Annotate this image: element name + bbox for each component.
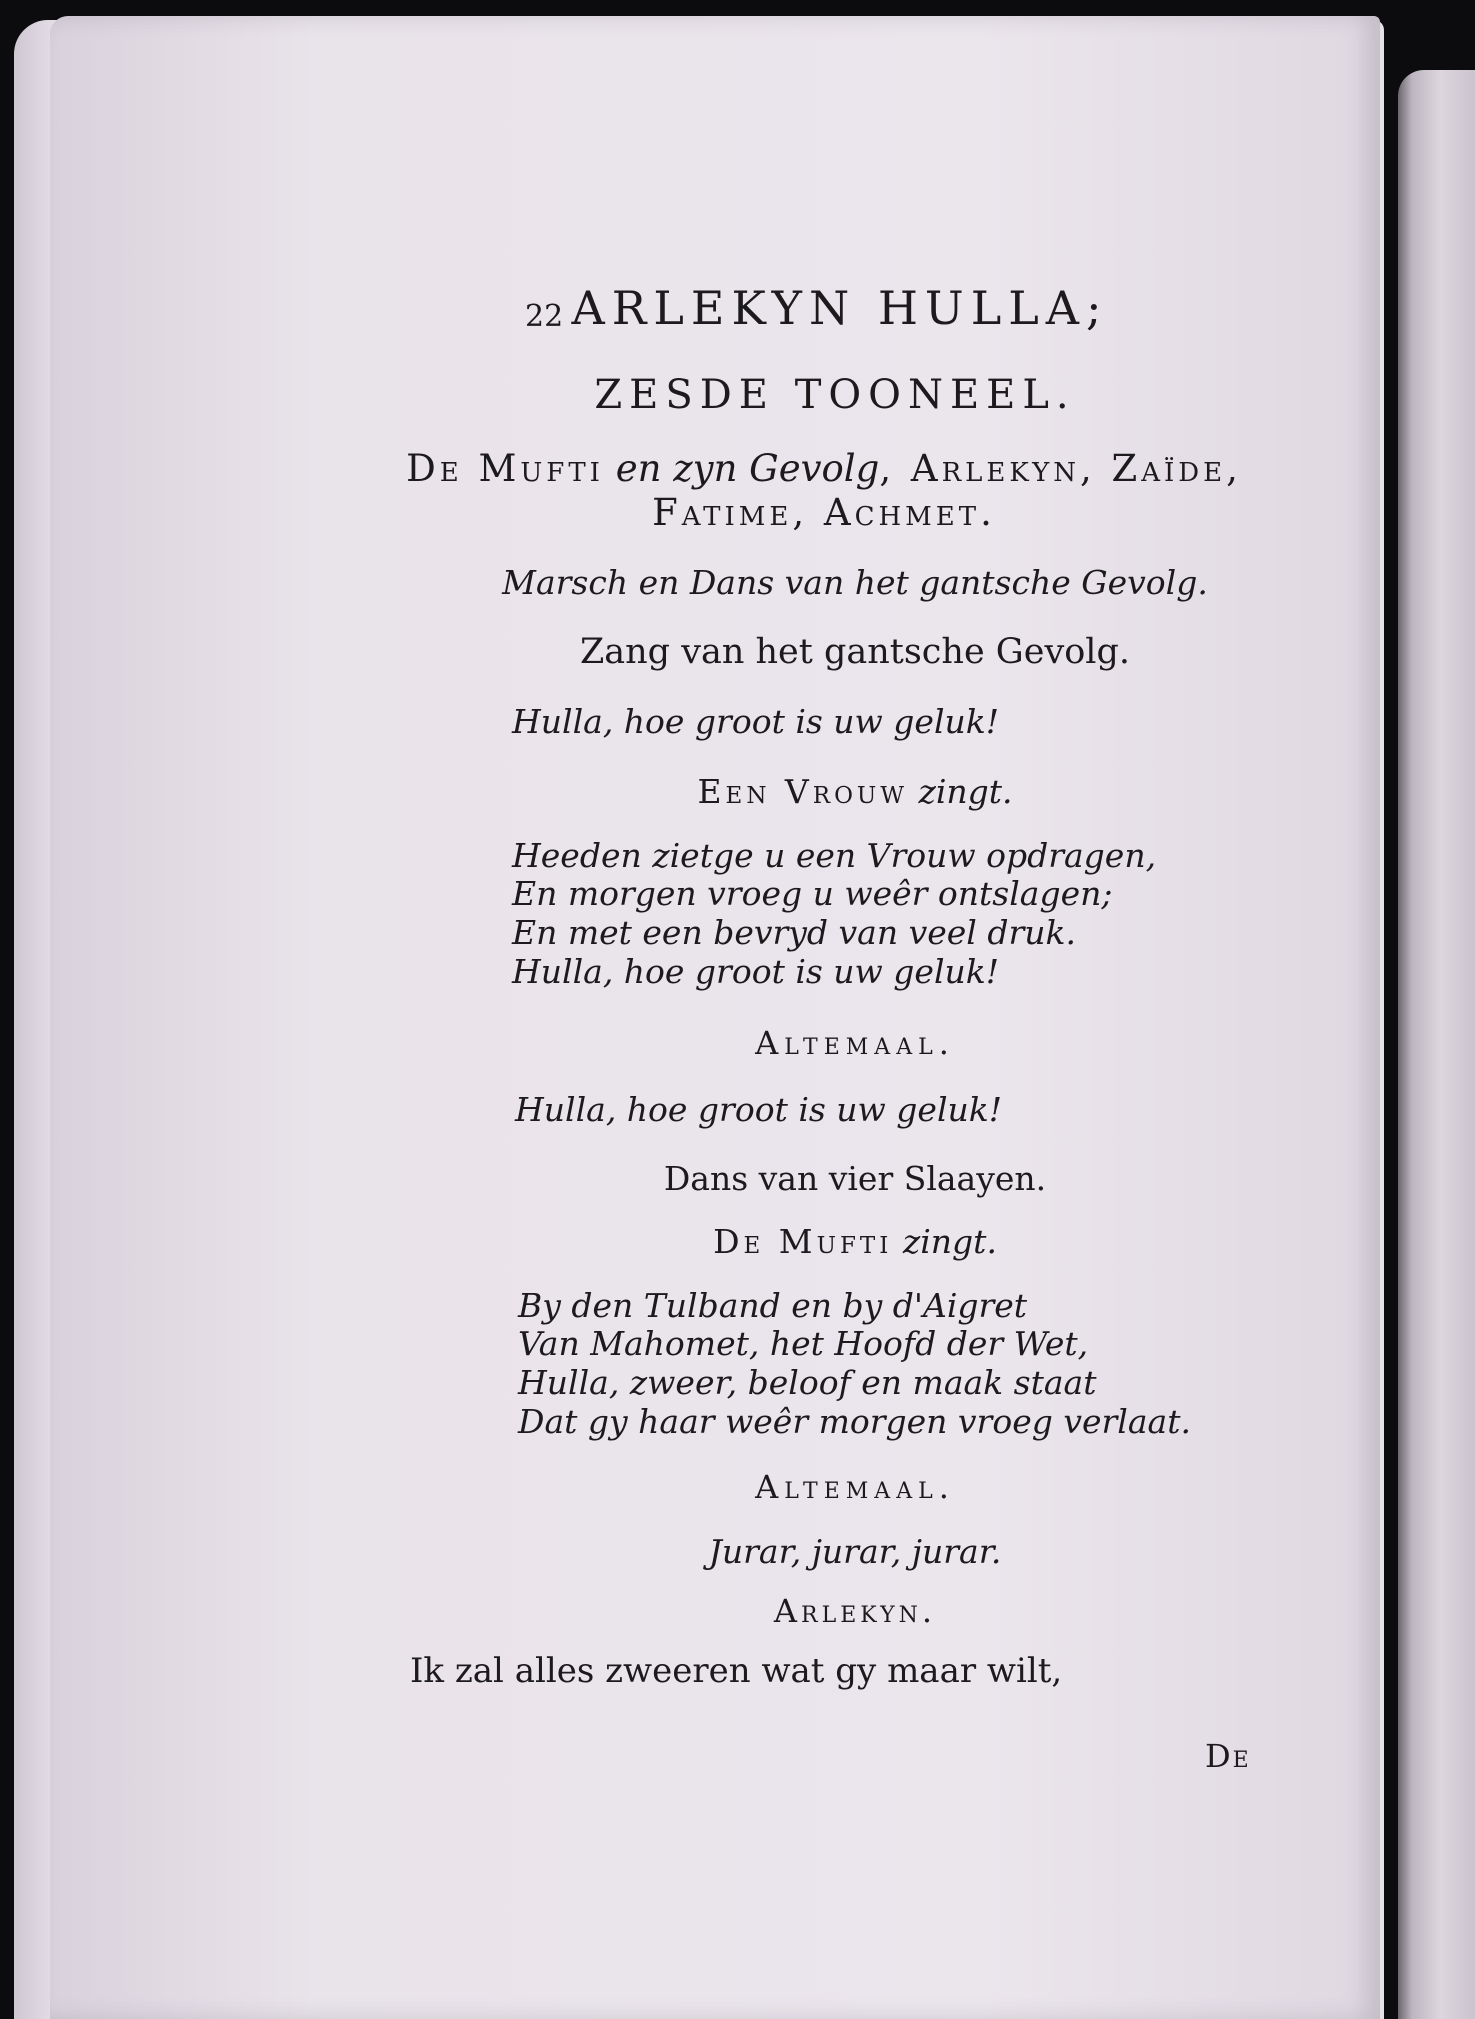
verse-line: Hulla, hoe groot is uw geluk! (512, 702, 1000, 741)
verse-line: En morgen vroeg u weêr ontslagen; (512, 874, 1113, 913)
cast-mufti: De Mufti (406, 447, 604, 490)
verse-line: Heeden zietge u een Vrouw opdragen, (512, 836, 1157, 875)
running-head: ARLEKYN HULLA; (571, 281, 1109, 335)
cast-others: , Arlekyn, Zaïde, (879, 447, 1242, 490)
verse-line: Jurar, jurar, jurar. (708, 1532, 1002, 1571)
verse-line: En met een bevryd van veel druk. (512, 913, 1076, 952)
speaker-name: De Mufti (713, 1222, 893, 1261)
stage-direction-march: Marsch en Dans van het gantsche Gevolg. (502, 563, 1208, 602)
speaker-een-vrouw (420, 772, 1290, 811)
cast-list-line-1 (384, 447, 1264, 490)
verse-line: Hulla, hoe groot is uw geluk! (512, 952, 1000, 991)
stage-direction-dance: Dans van vier Slaayen. (663, 1159, 1047, 1198)
stage-direction-song: Zang van het gantsche Gevolg. (579, 632, 1131, 672)
verse-line: Dat gy haar weêr morgen vroeg verlaat. (518, 1402, 1191, 1441)
speaker-name: Een Vrouw (697, 772, 908, 811)
cast-retinue: en zyn Gevolg (615, 447, 880, 490)
speaker-de-mufti (420, 1222, 1290, 1261)
verse-line: Van Mahomet, het Hoofd der Wet, (518, 1324, 1089, 1363)
verse-line: Ik zal alles zweeren wat gy maar wilt, (410, 1651, 1063, 1691)
speaker-action: zingt. (918, 772, 1013, 811)
speaker-altemaal: Altemaal. (755, 1024, 955, 1062)
verse-line: By den Tulband en by d'Aigret (518, 1286, 1028, 1325)
verse-line: Hulla, hoe groot is uw geluk! (515, 1090, 1003, 1129)
facing-page-edge (1398, 70, 1475, 2019)
cast-list-line-2: Fatime, Achmet. (652, 491, 996, 534)
scene-title: ZESDE TOONEEL. (594, 372, 1076, 418)
speaker-altemaal: Altemaal. (755, 1468, 955, 1506)
catchword: De (1205, 1737, 1251, 1775)
verse-line: Hulla, zweer, beloof en maak staat (518, 1363, 1097, 1402)
page-number: 22 (525, 299, 564, 334)
speaker-arlekyn: Arlekyn. (773, 1592, 937, 1630)
speaker-action: zingt. (902, 1222, 997, 1261)
